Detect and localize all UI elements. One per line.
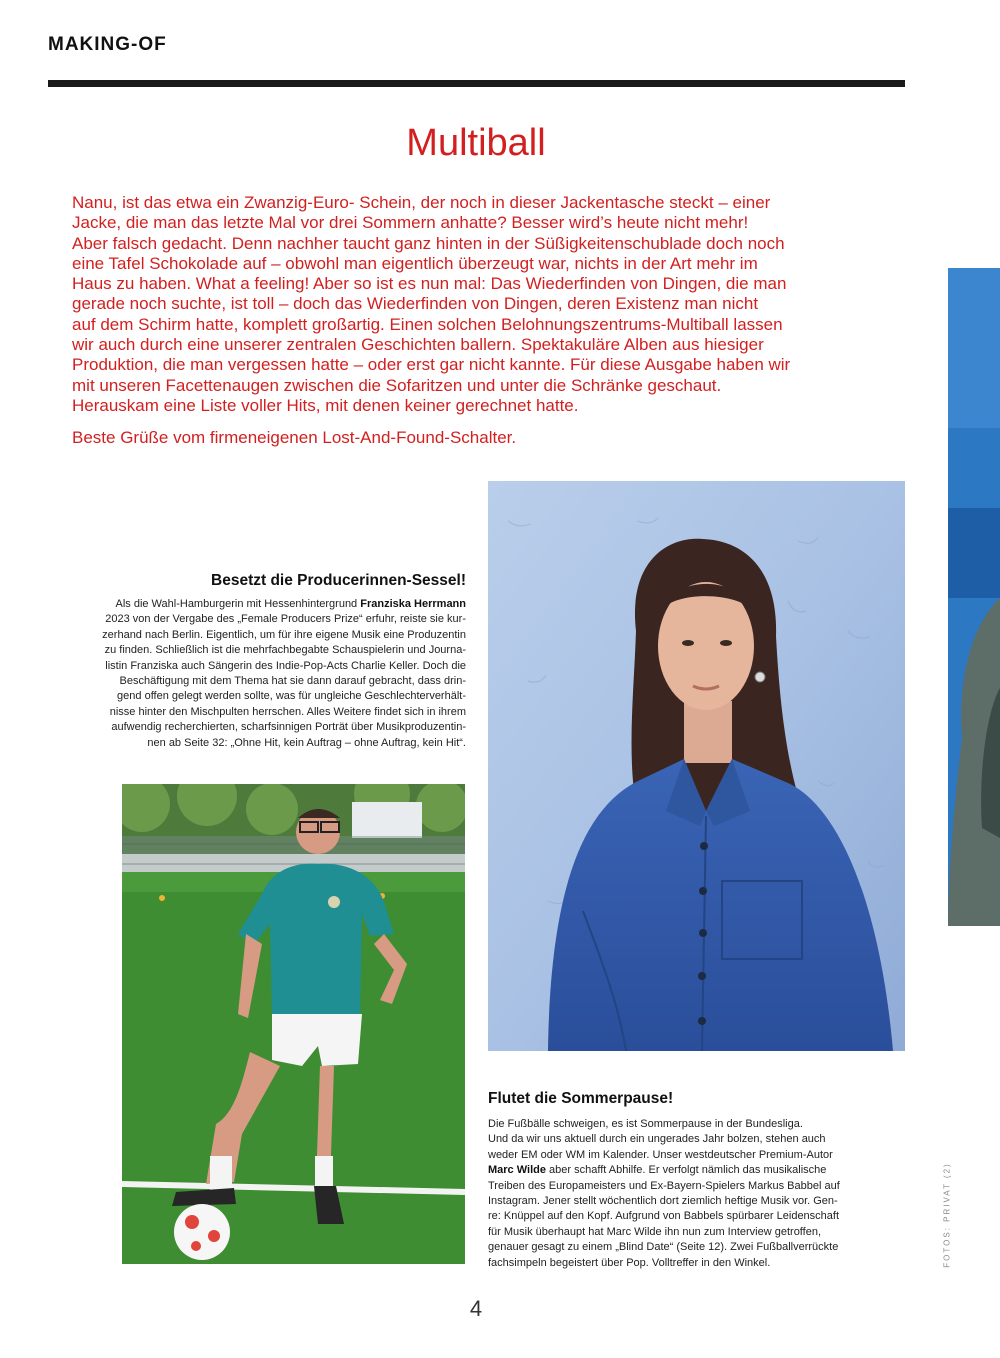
caption-line	[48, 659, 466, 674]
intro-text	[72, 193, 912, 449]
caption-line	[488, 1209, 908, 1224]
caption-text: aufwendig recherchierten, scharfsinnigen Porträt über Musikproduzentin-	[111, 721, 466, 734]
caption-text: 2023 von der Vergabe des „Female Producers Prize“ erfuhr, reiste sie kur-	[105, 613, 466, 626]
intro-line: Produktion, die man vergessen hatte – oder erst gar nicht kannte. Für diese Ausgabe haben wir	[72, 355, 791, 375]
caption-text: weder EM oder WM im Kalender. Unser westdeutscher Premium-Autor	[488, 1148, 833, 1161]
intro-line: Nanu, ist das etwa ein Zwanzig-Euro- Schein, der noch in dieser Jackentasche steckt – einer	[72, 193, 771, 212]
caption-line	[48, 612, 466, 627]
intro-line: gerade noch suchte, ist toll – doch das Wiederfinden von Dingen, deren Existenz man nicht	[72, 294, 759, 314]
intro-line: auf dem Schirm hatte, komplett großartig. Einen solchen Belohnungszentrums-Multiball lassen	[72, 314, 783, 334]
caption-marc-body	[488, 1117, 908, 1271]
intro-line: eine Tafel Schokolade auf – obwohl man eigentlich überzeugt war, nichts in der Art mehr im	[72, 253, 758, 273]
header-rule	[48, 80, 905, 87]
caption-line	[488, 1132, 908, 1147]
caption-text: Als die Wahl-Hamburgerin mit Hessenhintergrund	[115, 598, 361, 610]
caption-text: zerhand nach Berlin. Eigentlich, um für ihre eigene Musik eine Produzentin	[102, 628, 466, 641]
photo-credit	[932, 1160, 962, 1270]
caption-line	[48, 628, 466, 643]
caption-line	[48, 674, 466, 689]
caption-line	[488, 1163, 908, 1178]
caption-text: gend offen gelegt werden sollte, was für ungleiche Geschlechterverhält-	[117, 690, 466, 703]
caption-text: Instagram. Jener stellt wöchentlich dort ziemlich heftige Musik vor. Gen-	[488, 1195, 838, 1208]
photo-franziska	[488, 481, 905, 1051]
caption-text: Treiben des Europameisters und Ex-Bayern-Spielers Markus Babbel auf	[488, 1179, 840, 1192]
caption-name: Franziska Herrmann	[360, 598, 466, 610]
caption-text: nisse hinter den Mischpulten herrschen. Alles Weitere findet sich in ihrem	[109, 705, 466, 718]
intro-line: Haus zu haben. What a feeling! Aber so ist es nun mal: Das Wiederfinden von Dingen, die man	[72, 274, 787, 294]
caption-line	[488, 1179, 908, 1194]
caption-text: zu finden. Schließlich ist die mehrfachbegabte Schauspielerin und Journa-	[104, 644, 466, 657]
caption-text: Beschäftigung mit dem Thema hat sie dann darauf gebracht, dass drin-	[119, 675, 466, 688]
caption-text: für Musik überhaupt hat Marc Wilde ihn nun zum Interview getroffen,	[488, 1225, 822, 1238]
caption-line	[488, 1148, 908, 1163]
caption-text: genauer gesagt zu einem „Blind Date“ (Seite 12). Zwei Fußballverrückte	[488, 1241, 839, 1254]
caption-franziska-body	[48, 597, 466, 751]
caption-name: Marc Wilde	[488, 1164, 546, 1177]
intro-line: Jacke, die man das letzte Mal vor drei Sommern anhatte? Besser wird’s heute nicht mehr!	[72, 213, 749, 233]
intro-line: Aber falsch gedacht. Denn nachher taucht ganz hinten in der Süßigkeitenschublade doch noch	[72, 233, 785, 253]
caption-text: re: Knüppel auf den Kopf. Aufgrund von Babbels spürbarer Leidenschaft	[488, 1210, 840, 1223]
caption-text: listin Franziska auch Sängerin des Indie-Pop-Acts Charlie Keller. Doch die	[105, 659, 466, 672]
caption-line	[48, 705, 466, 720]
intro-line: wir auch durch eine unserer zentralen Geschichten ballern. Spektakuläre Alben aus hiesiger	[72, 335, 764, 355]
article-title: Multiball	[406, 122, 546, 164]
caption-line	[48, 643, 466, 658]
caption-marc-title: Flutet die Sommerpause!	[488, 1090, 674, 1107]
caption-text: Und da wir uns aktuell durch ein ungerades Jahr bolzen, stehen auch	[488, 1133, 826, 1146]
caption-line	[488, 1194, 908, 1209]
caption-line	[488, 1117, 908, 1132]
photo-credit-text: FOTOS: PRIVAT (2)	[942, 1162, 952, 1268]
caption-line	[488, 1225, 908, 1240]
intro-line: Herauskam eine Liste voller Hits, mit denen keiner gerechnet hatte.	[72, 395, 579, 415]
intro-paragraph	[72, 193, 912, 416]
caption-text: nen ab Seite 32: „Ohne Hit, kein Auftrag – ohne Auftrag, kein Hit“.	[147, 736, 466, 749]
caption-franziska	[48, 572, 466, 751]
photo-next-page-edge	[948, 268, 1000, 926]
caption-text: Die Fußbälle schweigen, es ist Sommerpause in der Bundesliga.	[488, 1118, 803, 1130]
caption-line	[48, 736, 466, 751]
caption-marc	[488, 1090, 908, 1271]
intro-line: mit unseren Facettenaugen zwischen die Sofaritzen und unter die Schränke geschaut.	[72, 375, 722, 395]
caption-line	[48, 689, 466, 704]
intro-greeting: Beste Grüße vom firmeneigenen Lost-And-Found-Schalter.	[72, 428, 517, 448]
caption-franziska-title: Besetzt die Producerinnen-Sessel!	[211, 572, 466, 589]
caption-text: fachsimpeln begeistert über Pop. Volltreffer in den Winkel.	[488, 1256, 771, 1269]
page-number: 4	[469, 1296, 483, 1321]
photo-marc	[122, 784, 465, 1264]
caption-line	[488, 1256, 908, 1271]
caption-line	[48, 720, 466, 735]
caption-line	[48, 597, 466, 612]
caption-text: aber schafft Abhilfe. Er verfolgt nämlich das musikalische	[545, 1164, 827, 1177]
caption-line	[488, 1240, 908, 1255]
section-label: MAKING-OF	[48, 34, 167, 55]
